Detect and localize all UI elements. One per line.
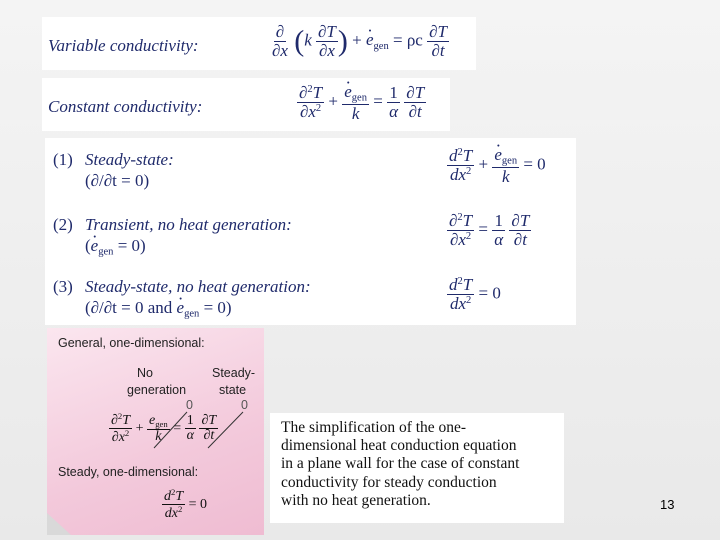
page-curl bbox=[47, 513, 71, 535]
panel-title: General, one-dimensional: bbox=[58, 336, 205, 350]
case-2-condition-text: = 0) bbox=[117, 236, 146, 255]
panel-col1-line1: No bbox=[137, 366, 153, 380]
case-2-condition: (· $e_{gen} = 0$) bbox=[85, 236, 146, 258]
page-number: 13 bbox=[660, 497, 675, 512]
case-3-number: (3) bbox=[53, 277, 73, 296]
case-2-number: (2) bbox=[53, 215, 73, 234]
case-3-equation: $\frac{d^2T}{dx^2}$ = 0 bbox=[449, 275, 501, 313]
case-3-title: Steady-state, no heat generation: bbox=[85, 277, 311, 296]
strike-arrows bbox=[47, 328, 264, 535]
case-1-title: Steady-state: bbox=[85, 150, 174, 169]
panel-steady-eq-end: = 0 bbox=[188, 497, 208, 513]
constant-conductivity-rhs: = bbox=[373, 91, 383, 111]
case-1-condition: (∂/∂t = 0) bbox=[85, 171, 150, 190]
case-1-number: (1) bbox=[53, 150, 73, 169]
case-2-title: Transient, no heat generation: bbox=[85, 215, 292, 234]
cases-box bbox=[45, 138, 576, 325]
panel-col2-line1: Steady- bbox=[212, 366, 256, 380]
panel-steady-equation: $\frac{d^2T}{dx^2}$ = 0 bbox=[164, 487, 208, 522]
panel-zero-2: 0 bbox=[241, 398, 248, 412]
caption-line: dimensional heat conduction equation bbox=[281, 437, 517, 455]
strike-arrow-steady bbox=[208, 412, 243, 448]
case-3-condition: (∂/∂t = 0 and · $e_{gen} = 0$) bbox=[85, 298, 232, 320]
case-3-condition-end: = 0) bbox=[203, 298, 232, 317]
panel-col2-line2: state bbox=[219, 383, 247, 397]
caption-line: with no heat generation. bbox=[281, 491, 431, 509]
constant-conductivity-label: Constant conductivity: bbox=[48, 97, 203, 116]
panel-col1-line2: generation bbox=[127, 383, 187, 397]
variable-conductivity-box bbox=[42, 17, 476, 70]
caption-line: The simplification of the one- bbox=[281, 419, 467, 436]
variable-conductivity-rhs: = ρc bbox=[392, 30, 423, 50]
caption-line: in a plane wall for the case of constant bbox=[281, 455, 520, 473]
simplification-figure bbox=[47, 328, 264, 535]
figure-caption bbox=[270, 413, 564, 523]
panel-general-equation: $\frac{\partial^2T}{\partial x^2}$ + $\frac{e_{gen}}{k}$ = $\frac{1}{\alpha}$ $\frac{\partial T}{\partial t}$ bbox=[111, 411, 217, 446]
constant-conductivity-box bbox=[42, 78, 450, 131]
variable-conductivity-equation: $\frac{\partial}{\partial x}$ (k $\frac{\partial T}{\partial x}$ ) + · $e_{gen} = \rho c$ $\frac{\partial T}{\partial t}$ bbox=[270, 23, 449, 60]
strike-arrow-generation bbox=[154, 412, 187, 448]
panel-zero-1: 0 bbox=[186, 398, 193, 412]
panel-steady-title: Steady, one-dimensional: bbox=[58, 465, 199, 479]
case-3-condition-text: (∂/∂t = 0 and bbox=[85, 298, 173, 317]
case-1-equation: $\frac{d^2T}{dx^2}$ + · $\frac{e_{gen}}{k}$ = 0 bbox=[447, 146, 546, 186]
constant-conductivity-equation: $\frac{\partial^2T}{\partial x^2}$ + · $\frac{e_{gen}}{k}$ = $\frac{1}{\alpha}$ $\frac{\partial T}{\partial t}$ bbox=[297, 83, 426, 123]
variable-conductivity-label: Variable conductivity: bbox=[48, 36, 199, 55]
caption-line: conductivity for steady conduction bbox=[281, 473, 497, 491]
case-2-equation: $\frac{\partial^2T}{\partial x^2}$ = $\frac{1}{\alpha}$ $\frac{\partial T}{\partial t}$ bbox=[449, 211, 530, 249]
